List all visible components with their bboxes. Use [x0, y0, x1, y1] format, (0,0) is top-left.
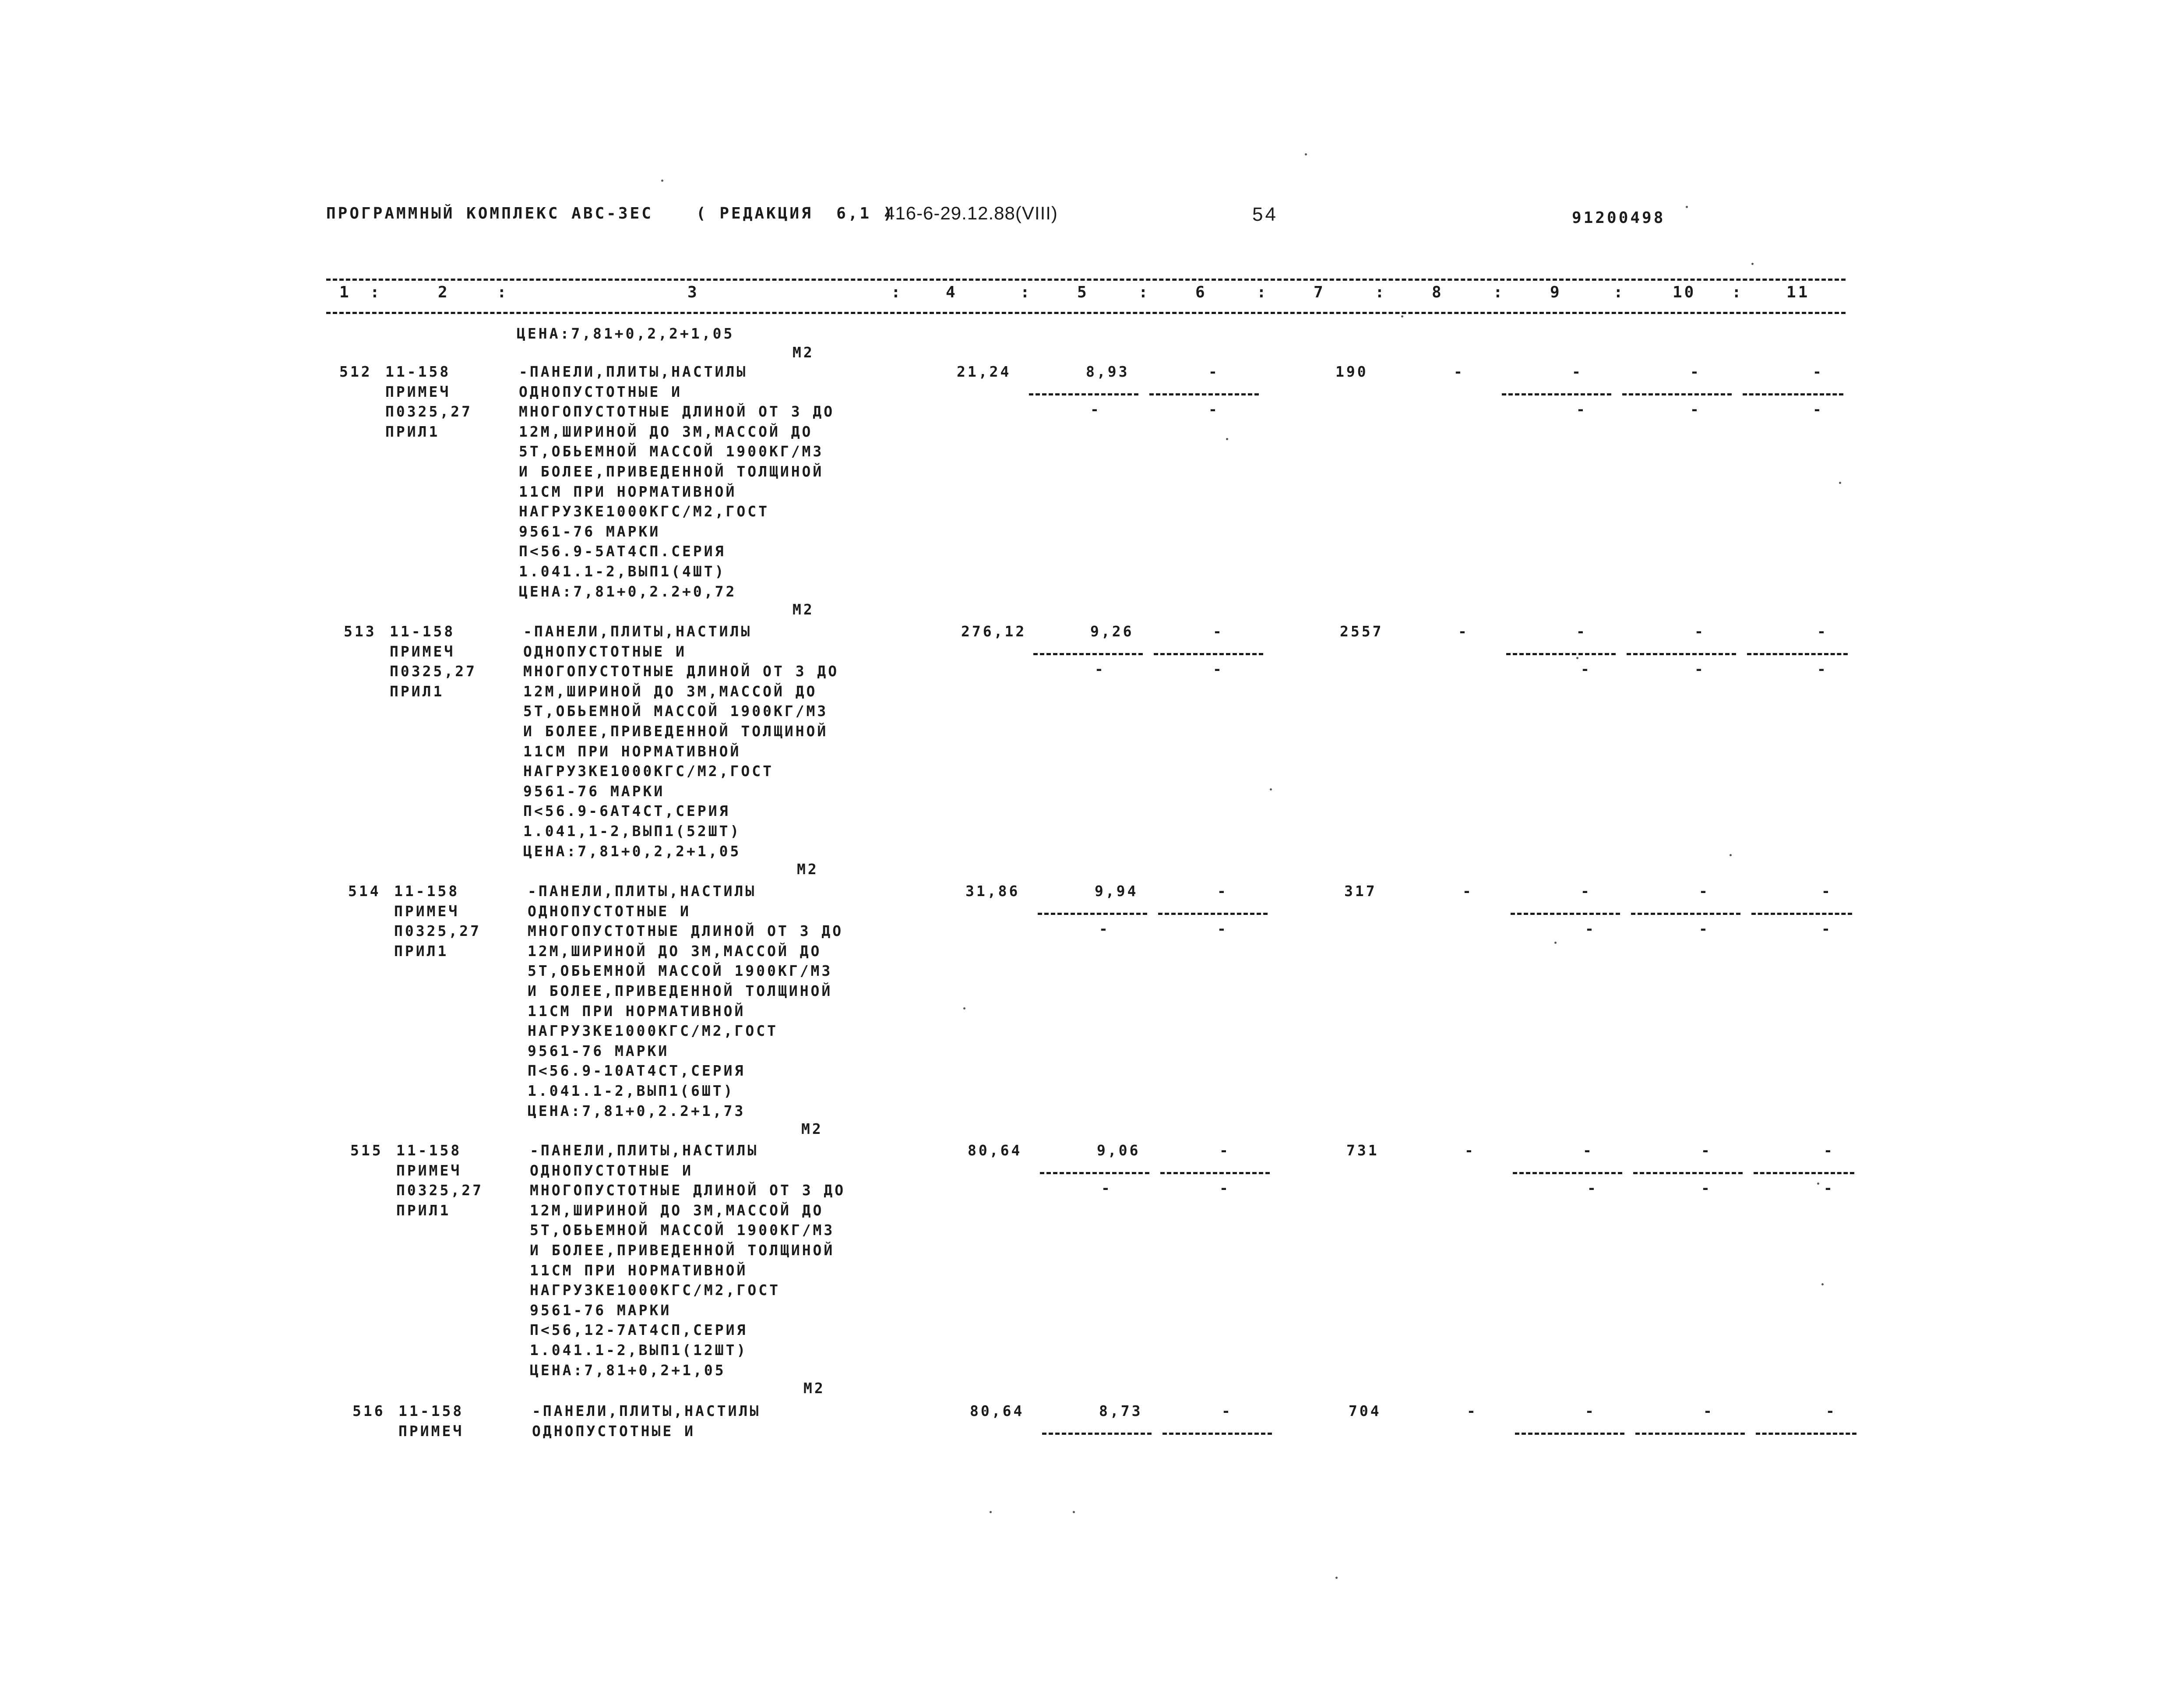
dashed-rule	[1029, 393, 1138, 395]
description-line: 5Т,ОБЬЕМНОЙ МАССОЙ 1900КГ/М3	[530, 1221, 835, 1239]
scan-speck	[1576, 657, 1578, 659]
code-line: 11-158	[396, 1142, 462, 1159]
col6-cell: -	[1219, 1142, 1230, 1159]
dashed-rule	[1751, 913, 1852, 915]
dashed-rule	[1042, 1433, 1152, 1435]
subtotal-dash: -	[1217, 920, 1228, 937]
column-number: 7	[1314, 283, 1325, 301]
description-line: 12М,ШИРИНОЙ ДО 3М,МАССОЙ ДО	[530, 1201, 824, 1219]
subtotal-dash: -	[1821, 920, 1832, 937]
description-line: 5Т,ОБЬЕМНОЙ МАССОЙ 1900КГ/М3	[523, 702, 828, 720]
col11-cell: -	[1824, 1142, 1835, 1159]
subtotal-dash: -	[1213, 660, 1224, 678]
dashed-rule	[1038, 913, 1147, 915]
column-separator: :	[497, 283, 509, 301]
description-line: ОДНОПУСТОТНЫЕ И	[532, 1422, 696, 1440]
unit-label: М2	[801, 1120, 823, 1138]
code-line: ПРИМЕЧ	[385, 383, 451, 400]
scan-speck	[1730, 854, 1732, 856]
column-separator: :	[1613, 283, 1625, 301]
description-line: ЦЕНА:7,81+0,2.2+0,72	[519, 582, 737, 600]
dashed-rule	[1154, 653, 1263, 655]
dashed-rule	[1160, 1172, 1270, 1174]
col10-cell: -	[1694, 623, 1705, 640]
dashed-rule	[1635, 1433, 1745, 1435]
description-line: 12М,ШИРИНОЙ ДО 3М,МАССОЙ ДО	[528, 942, 822, 960]
subtotal-dash: -	[1701, 1179, 1712, 1197]
scan-speck	[1751, 263, 1754, 265]
carry-over-price: ЦЕНА:7,81+0,2,2+1,05	[517, 325, 735, 342]
subtotal-dash: -	[1699, 920, 1710, 937]
dashed-rule	[1622, 393, 1732, 395]
scan-speck	[1686, 206, 1688, 208]
col8-cell: -	[1454, 363, 1465, 380]
quantity-cell: 80,64	[968, 1142, 1022, 1159]
col11-cell: -	[1821, 883, 1832, 900]
scan-speck	[1839, 482, 1841, 484]
scan-speck	[1401, 315, 1403, 318]
subtotal-dash: -	[1099, 920, 1110, 937]
column-separator: :	[370, 283, 382, 301]
description-line: ОДНОПУСТОТНЫЕ И	[528, 902, 691, 920]
scan-speck	[963, 1007, 965, 1010]
unit-label: М2	[793, 601, 814, 618]
description-line: НАГРУЗКЕ1000КГС/М2,ГОСТ	[528, 1022, 778, 1040]
code-line: П0325,27	[396, 1182, 483, 1199]
description-line: НАГРУЗКЕ1000КГС/М2,ГОСТ	[519, 503, 769, 520]
description-line: 1.041.1-2,ВЫП1(6ШТ)	[528, 1082, 735, 1099]
scan-speck	[1305, 153, 1307, 155]
dashed-rule	[1515, 1433, 1624, 1435]
description-line: МНОГОПУСТОТНЫЕ ДЛИНОЙ ОТ 3 ДО	[519, 403, 835, 420]
dashed-rule	[1502, 393, 1611, 395]
description-line: П<56.9-6АТ4СТ,СЕРИЯ	[523, 802, 730, 820]
column-number: 4	[946, 283, 958, 301]
description-line: МНОГОПУСТОТНЫЕ ДЛИНОЙ ОТ 3 ДО	[523, 663, 839, 680]
subtotal-dash: -	[1587, 1179, 1598, 1197]
description-line: ЦЕНА:7,81+0,2+1,05	[530, 1361, 726, 1379]
col9-cell: -	[1581, 883, 1592, 900]
quantity-cell: 80,64	[970, 1402, 1025, 1419]
column-number: 10	[1673, 283, 1696, 301]
col8-cell: -	[1462, 883, 1473, 900]
col6-cell: -	[1208, 363, 1219, 380]
description-line: П<56,12-7АТ4СП,СЕРИЯ	[530, 1321, 748, 1339]
col9-cell: -	[1572, 363, 1583, 380]
subtotal-dash: -	[1585, 920, 1596, 937]
description-line: И БОЛЕЕ,ПРИВЕДЕННОЙ ТОЛЩИНОЙ	[528, 982, 833, 999]
code-line: ПРИМЕЧ	[396, 1161, 462, 1179]
description-line: 12М,ШИРИНОЙ ДО 3М,МАССОЙ ДО	[519, 423, 813, 440]
col11-cell: -	[1813, 363, 1824, 380]
description-line: ОДНОПУСТОТНЫЕ И	[530, 1161, 694, 1179]
column-separator: :	[1257, 283, 1268, 301]
description-line: 9561-76 МАРКИ	[519, 522, 661, 540]
unit-label: М2	[797, 861, 819, 878]
edition-label: ( РЕДАКЦИЯ 6,1 )	[696, 205, 895, 222]
description-line: -ПАНЕЛИ,ПЛИТЫ,НАСТИЛЫ	[523, 623, 752, 640]
description-line: 1.041,1-2,ВЫП1(52ШТ)	[523, 822, 741, 840]
header-rule-bottom	[326, 312, 1846, 314]
column-separator: :	[1375, 283, 1387, 301]
row-number: 513	[344, 623, 377, 640]
col10-cell: -	[1701, 1142, 1712, 1159]
page-number: 54	[1252, 204, 1278, 225]
description-line: 5Т,ОБЬЕМНОЙ МАССОЙ 1900КГ/М3	[528, 962, 833, 980]
row-number: 512	[339, 363, 372, 380]
description-line: 11СМ ПРИ НОРМАТИВНОЙ	[530, 1261, 748, 1279]
description-line: И БОЛЕЕ,ПРИВЕДЕННОЙ ТОЛЩИНОЙ	[519, 463, 824, 480]
column-number: 5	[1077, 283, 1089, 301]
scan-speck	[1821, 1283, 1824, 1285]
column-number: 8	[1432, 283, 1444, 301]
subtotal-dash: -	[1095, 660, 1106, 678]
column-separator: :	[1020, 283, 1032, 301]
subtotal-dash: -	[1090, 401, 1101, 418]
subtotal-dash: -	[1581, 660, 1592, 678]
subtotal-dash: -	[1101, 1179, 1112, 1197]
total-cell: 2557	[1340, 623, 1384, 640]
code-line: ПРИЛ1	[385, 423, 440, 440]
subtotal-dash: -	[1813, 401, 1824, 418]
scan-speck	[661, 180, 663, 182]
col10-cell: -	[1703, 1402, 1714, 1419]
description-line: 9561-76 МАРКИ	[528, 1042, 669, 1059]
column-separator: :	[1493, 283, 1505, 301]
scan-speck	[1270, 788, 1272, 791]
column-number: 3	[687, 283, 699, 301]
dashed-rule	[1627, 653, 1736, 655]
scan-speck	[1335, 1577, 1338, 1579]
description-line: 11СМ ПРИ НОРМАТИВНОЙ	[519, 483, 737, 500]
column-number: 1	[339, 283, 351, 301]
column-separator: :	[891, 283, 903, 301]
description-line: 9561-76 МАРКИ	[523, 782, 665, 800]
subtotal-dash: -	[1690, 401, 1701, 418]
program-title: ПРОГРАММНЫЙ КОМПЛЕКС АВС-3ЕС	[326, 205, 653, 222]
description-line: 11СМ ПРИ НОРМАТИВНОЙ	[523, 742, 741, 760]
description-line: МНОГОПУСТОТНЫЕ ДЛИНОЙ ОТ 3 ДО	[528, 922, 844, 940]
description-line: НАГРУЗКЕ1000КГС/М2,ГОСТ	[523, 762, 774, 780]
description-line: -ПАНЕЛИ,ПЛИТЫ,НАСТИЛЫ	[532, 1402, 761, 1419]
subtotal-dash: -	[1219, 1179, 1230, 1197]
description-line: -ПАНЕЛИ,ПЛИТЫ,НАСТИЛЫ	[528, 883, 757, 900]
edition-handwritten: 416-6-29.12.88(VIII)	[884, 203, 1058, 223]
code-line: ПРИЛ1	[390, 682, 444, 700]
description-line: 1.041.1-2,ВЫП1(4ШТ)	[519, 563, 726, 580]
code-line: 11-158	[394, 883, 460, 900]
column-number: 11	[1786, 283, 1810, 301]
description-line: НАГРУЗКЕ1000КГС/М2,ГОСТ	[530, 1281, 780, 1299]
code-line: 11-158	[398, 1402, 464, 1419]
column-number: 2	[438, 283, 450, 301]
dashed-rule	[1149, 393, 1259, 395]
row-number: 515	[350, 1142, 383, 1159]
dashed-rule	[1743, 393, 1843, 395]
quantity-cell: 31,86	[965, 883, 1020, 900]
price-cell: 9,06	[1097, 1142, 1141, 1159]
code-line: ПРИМЕЧ	[394, 902, 460, 920]
code-line: ПРИМЕЧ	[390, 642, 455, 660]
column-number: 9	[1550, 283, 1562, 301]
col9-cell: -	[1576, 623, 1587, 640]
col6-cell: -	[1217, 883, 1228, 900]
col8-cell: -	[1458, 623, 1469, 640]
subtotal-dash: -	[1824, 1179, 1835, 1197]
dashed-rule	[1158, 913, 1268, 915]
description-line: 12М,ШИРИНОЙ ДО 3М,МАССОЙ ДО	[523, 682, 817, 700]
code-line: П0325,27	[385, 403, 472, 420]
price-cell: 9,26	[1090, 623, 1134, 640]
scan-speck	[1226, 438, 1228, 440]
dashed-rule	[1754, 1172, 1854, 1174]
col8-cell: -	[1465, 1142, 1476, 1159]
code-line: ПРИМЕЧ	[398, 1422, 464, 1440]
quantity-cell: 276,12	[961, 623, 1027, 640]
scan-speck	[990, 1511, 992, 1513]
code-line: 11-158	[390, 623, 455, 640]
subtotal-dash: -	[1694, 660, 1705, 678]
dashed-rule	[1033, 653, 1143, 655]
subtotal-dash: -	[1576, 401, 1587, 418]
col10-cell: -	[1690, 363, 1701, 380]
total-cell: 190	[1335, 363, 1368, 380]
column-number: 6	[1195, 283, 1207, 301]
quantity-cell: 21,24	[957, 363, 1011, 380]
description-line: П<56.9-10АТ4СТ,СЕРИЯ	[528, 1062, 746, 1080]
dashed-rule	[1513, 1172, 1622, 1174]
column-separator: :	[1732, 283, 1744, 301]
scan-speck	[1554, 942, 1557, 944]
carry-over-unit: М2	[793, 344, 814, 361]
code-line: ПРИЛ1	[396, 1201, 451, 1219]
description-line: -ПАНЕЛИ,ПЛИТЫ,НАСТИЛЫ	[519, 363, 748, 380]
description-line: ЦЕНА:7,81+0,2.2+1,73	[528, 1102, 746, 1119]
document-number: 91200498	[1572, 209, 1666, 227]
code-line: 11-158	[385, 363, 451, 380]
dashed-rule	[1162, 1433, 1272, 1435]
code-line: П0325,27	[390, 663, 477, 680]
description-line: 9561-76 МАРКИ	[530, 1301, 672, 1319]
description-line: И БОЛЕЕ,ПРИВЕДЕННОЙ ТОЛЩИНОЙ	[530, 1242, 835, 1259]
description-line: ОДНОПУСТОТНЫЕ И	[519, 383, 683, 400]
col10-cell: -	[1699, 883, 1710, 900]
description-line: ОДНОПУСТОТНЫЕ И	[523, 642, 687, 660]
price-cell: 8,73	[1099, 1402, 1143, 1419]
description-line: ЦЕНА:7,81+0,2,2+1,05	[523, 842, 741, 860]
col11-cell: -	[1826, 1402, 1837, 1419]
total-cell: 731	[1346, 1142, 1379, 1159]
dashed-rule	[1506, 653, 1616, 655]
scan-speck	[1073, 1511, 1075, 1513]
dashed-rule	[1747, 653, 1848, 655]
col6-cell: -	[1222, 1402, 1233, 1419]
column-separator: :	[1138, 283, 1150, 301]
dashed-rule	[1040, 1172, 1149, 1174]
code-line: П0325,27	[394, 922, 481, 940]
col9-cell: -	[1585, 1402, 1596, 1419]
code-line: ПРИЛ1	[394, 942, 449, 960]
subtotal-dash: -	[1208, 401, 1219, 418]
col9-cell: -	[1583, 1142, 1594, 1159]
dashed-rule	[1633, 1172, 1743, 1174]
scan-speck	[1817, 1183, 1819, 1185]
total-cell: 317	[1344, 883, 1377, 900]
description-line: 1.041.1-2,ВЫП1(12ШТ)	[530, 1341, 748, 1359]
description-line: 5Т,ОБЬЕМНОЙ МАССОЙ 1900КГ/М3	[519, 443, 824, 460]
dashed-rule	[1631, 913, 1740, 915]
dashed-rule	[1756, 1433, 1856, 1435]
header-rule-top	[326, 279, 1846, 281]
description-line: 11СМ ПРИ НОРМАТИВНОЙ	[528, 1002, 746, 1020]
subtotal-dash: -	[1817, 660, 1828, 678]
price-cell: 8,93	[1086, 363, 1130, 380]
row-number: 514	[348, 883, 381, 900]
col11-cell: -	[1817, 623, 1828, 640]
description-line: И БОЛЕЕ,ПРИВЕДЕННОЙ ТОЛЩИНОЙ	[523, 723, 828, 740]
row-number: 516	[352, 1402, 385, 1419]
unit-label: М2	[803, 1380, 825, 1397]
price-cell: 9,94	[1095, 883, 1138, 900]
col8-cell: -	[1467, 1402, 1478, 1419]
total-cell: 704	[1349, 1402, 1381, 1419]
col6-cell: -	[1213, 623, 1224, 640]
description-line: П<56.9-5АТ4СП.СЕРИЯ	[519, 543, 726, 560]
dashed-rule	[1511, 913, 1620, 915]
description-line: МНОГОПУСТОТНЫЕ ДЛИНОЙ ОТ 3 ДО	[530, 1182, 846, 1199]
description-line: -ПАНЕЛИ,ПЛИТЫ,НАСТИЛЫ	[530, 1142, 759, 1159]
